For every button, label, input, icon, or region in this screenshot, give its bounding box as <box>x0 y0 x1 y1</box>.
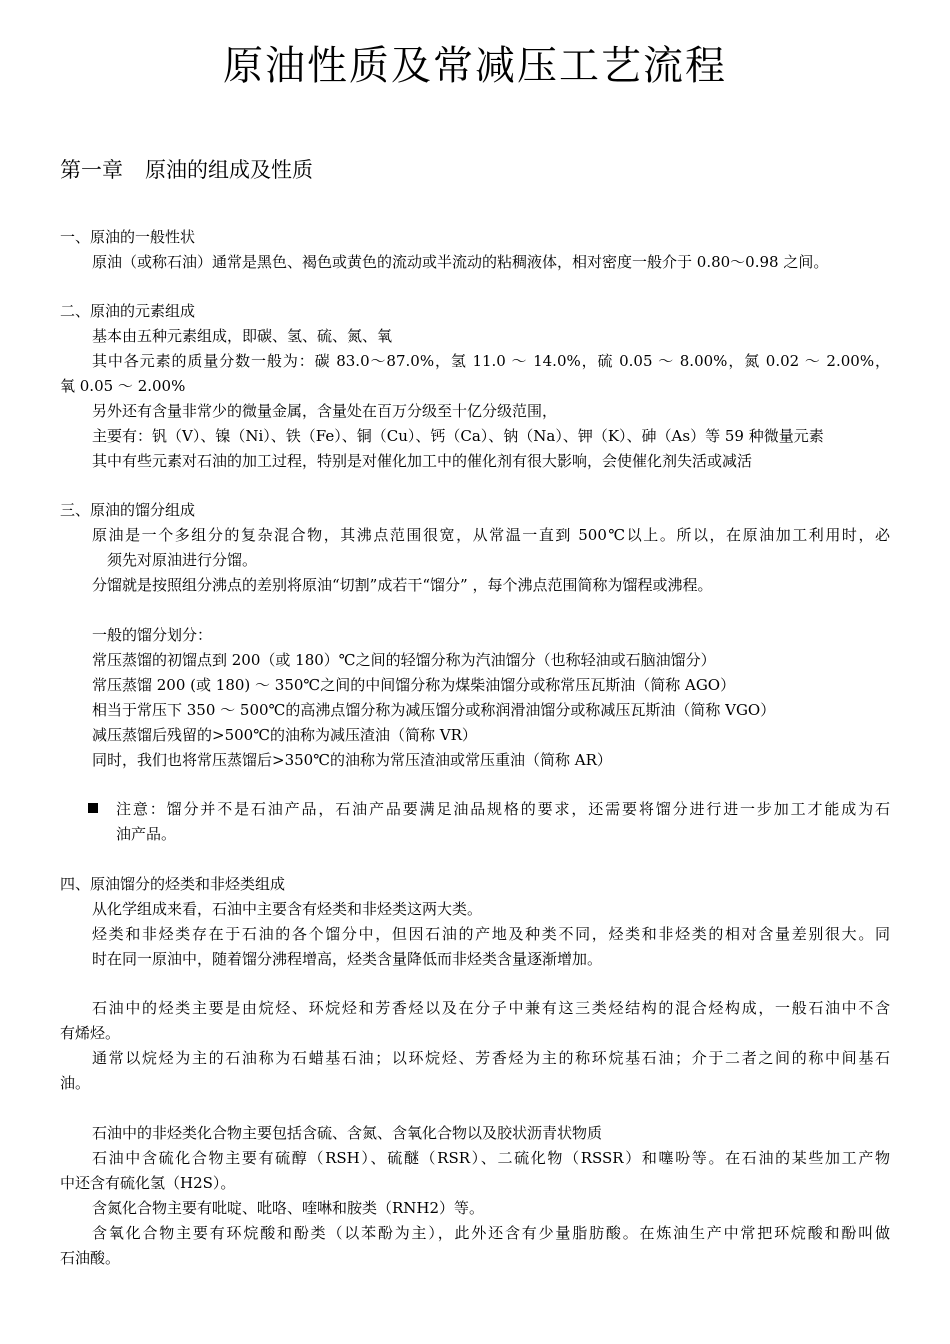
section-heading: 四、原油馏分的烃类和非烃类组成 <box>60 875 286 893</box>
paragraph-line: 有烯烃。 <box>60 1024 121 1042</box>
paragraph-line: 相当于常压下 350 ～ 500℃的高沸点馏分称为减压馏分或称润滑油馏分或称减压瓦斯油（简称 VGO） <box>92 701 776 719</box>
paragraph-line: 石油酸。 <box>60 1249 121 1267</box>
paragraph-line: 常压蒸馏 200 (或 180) ～ 350℃之间的中间馏分称为煤柴油馏分或称常压瓦斯油（简称 AGO） <box>92 676 736 694</box>
square-bullet-icon <box>88 803 98 813</box>
paragraph-line: 时在同一原油中，随着馏分沸程增高，烃类含量降低而非烃类含量逐渐增加。 <box>92 950 603 968</box>
paragraph-line: 常压蒸馏的初馏点到 200（或 180）℃之间的轻馏分称为汽油馏分（也称轻油或石脑油馏分） <box>92 651 716 669</box>
paragraph-line: 原油是一个多组分的复杂混合物，其沸点范围很宽，从常温一直到 500℃以上。所以，在原油加工利用时，必 <box>92 526 890 544</box>
paragraph-line: 石油中的非烃类化合物主要包括含硫、含氮、含氧化合物以及胶状沥青状物质 <box>92 1124 603 1142</box>
paragraph-line: 含氮化合物主要有吡啶、吡咯、喹啉和胺类（RNH2）等。 <box>92 1199 485 1217</box>
paragraph-line: 一般的馏分划分： <box>92 626 213 644</box>
paragraph-line: 氧 0.05 ～ 2.00% <box>60 377 186 395</box>
section-heading: 一、原油的一般性状 <box>60 228 196 246</box>
paragraph-line: 其中各元素的质量分数一般为：碳 83.0～87.0%，氢 11.0 ～ 14.0%，硫 0.05 ～ 8.00%，氮 0.02 ～ 2.00%， <box>92 352 890 370</box>
paragraph-line: 中还含有硫化氢（H2S）。 <box>60 1174 236 1192</box>
paragraph-line: 须先对原油进行分馏。 <box>107 551 258 569</box>
note-line: 注意：馏分并不是石油产品，石油产品要满足油品规格的要求，还需要将馏分进行进一步加工才能成为石 <box>116 800 890 818</box>
note-line: 油产品。 <box>116 825 177 843</box>
paragraph-line: 通常以烷烃为主的石油称为石蜡基石油；以环烷烃、芳香烃为主的称环烷基石油；介于二者之间的称中间基石 <box>92 1049 890 1067</box>
paragraph-line: 油。 <box>60 1074 91 1092</box>
paragraph-line: 原油（或称石油）通常是黑色、褐色或黄色的流动或半流动的粘稠液体，相对密度一般介于 0.80～0.98 之间。 <box>92 253 829 271</box>
paragraph-line: 主要有：钒（V）、镍（Ni）、铁（Fe）、铜（Cu）、钙（Ca）、钠（Na）、钾（K）、砷（As）等 59 种微量元素 <box>92 427 824 445</box>
chapter-heading <box>60 156 313 184</box>
paragraph-line: 烃类和非烃类存在于石油的各个馏分中，但因石油的产地及种类不同，烃类和非烃类的相对含量差别很大。同 <box>92 925 890 943</box>
paragraph-line: 石油中含硫化合物主要有硫醇（RSH）、硫醚（RSR）、二硫化物（RSSR）和噻吩等。在石油的某些加工产物 <box>92 1149 890 1167</box>
section-heading: 二、原油的元素组成 <box>60 302 196 320</box>
section-heading: 三、原油的馏分组成 <box>60 501 196 519</box>
paragraph-line: 分馏就是按照组分沸点的差别将原油“切割”成若干“馏分” ，每个沸点范围简称为馏程或沸程。 <box>92 576 713 594</box>
paragraph-line: 从化学组成来看，石油中主要含有烃类和非烃类这两大类。 <box>92 900 483 918</box>
paragraph-line: 其中有些元素对石油的加工过程，特别是对催化加工中的催化剂有很大影响，会使催化剂失活或减活 <box>92 452 753 470</box>
paragraph-line: 另外还有含量非常少的微量金属，含量处在百万分级至十亿分级范围， <box>92 402 558 420</box>
document-title: 原油性质及常减压工艺流程 <box>223 43 727 89</box>
paragraph-line: 同时，我们也将常压蒸馏后>350℃的油称为常压渣油或常压重油（简称 AR） <box>92 751 612 769</box>
paragraph-line: 含氧化合物主要有环烷酸和酚类（以苯酚为主），此外还含有少量脂肪酸。在炼油生产中常把环烷酸和酚叫做 <box>92 1224 890 1242</box>
paragraph-line: 石油中的烃类主要是由烷烃、环烷烃和芳香烃以及在分子中兼有这三类烃结构的混合烃构成，一般石油中不含 <box>92 999 890 1017</box>
paragraph-line: 减压蒸馏后残留的>500℃的油称为减压渣油（简称 VR） <box>92 726 477 744</box>
paragraph-line: 基本由五种元素组成，即碳、氢、硫、氮、氧 <box>92 327 393 345</box>
chapter-number: 第一章 <box>60 158 123 182</box>
chapter-name: 原油的组成及性质 <box>145 158 313 182</box>
